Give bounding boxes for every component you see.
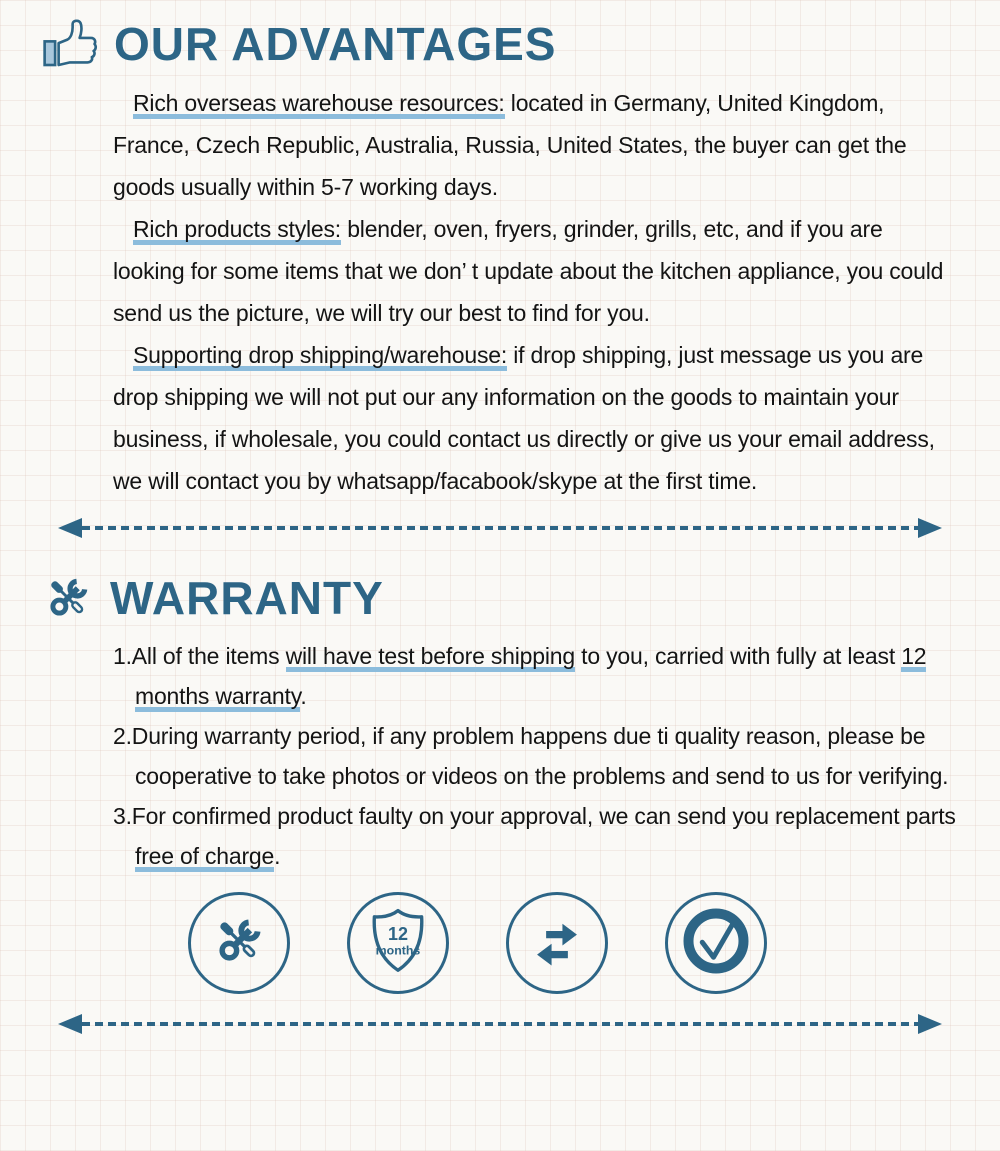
warranty-list (113, 636, 969, 876)
underlined-segment: free of charge (135, 843, 274, 872)
underlined-segment: will have test before shipping (286, 643, 575, 672)
shield-12-months-icon (362, 905, 434, 982)
shield-12-months-badge (347, 892, 449, 994)
paragraph-lead: Rich overseas warehouse resources: (133, 90, 505, 119)
divider-arrow-line-bottom (58, 1014, 942, 1034)
warranty-title: WARRANTY (110, 571, 384, 624)
tools-icon (210, 912, 268, 975)
text-segment: to you, carried with fully at least (574, 643, 902, 669)
arrow-right-icon (918, 1014, 942, 1034)
paragraph-text: if drop shipping, just message us you are drop shipping we will not put our any information on the goods to maintain your business, if wholesale, you could contact us directly or give us your email address, we will contact you by whatsapp/facabook/skype at the first time. (113, 342, 935, 494)
advantages-title: OUR ADVANTAGES (114, 17, 557, 70)
dashed-line (82, 1022, 918, 1026)
tools-icon (42, 572, 94, 624)
advantages-paragraph-1 (113, 82, 945, 208)
shield-number: 12 (387, 923, 409, 944)
arrow-right-icon (918, 518, 942, 538)
advantages-paragraphs (113, 82, 945, 502)
dashed-line (82, 526, 918, 530)
paragraph-text: located in Germany, United Kingdom, France, Czech Republic, Australia, Russia, United States, the buyer can get the goods usually within 5-7 working days. (113, 90, 907, 200)
text-segment: 3.For confirmed product faulty on your approval, we can send you replacement parts (113, 803, 956, 829)
text-segment: 2.During warranty period, if any problem happens due ti quality reason, please be cooperative to take photos or videos on the problems and send to us for verifying. (113, 723, 949, 789)
warranty-item-1 (113, 636, 969, 716)
paragraph-text: blender, oven, fryers, grinder, grills, etc, and if you are looking for some items that we don’ t update about the kitchen appliance, you could send us the picture, we will try our best to find for you. (113, 216, 944, 326)
check-badge (665, 892, 767, 994)
text-segment: 1.All of the items (113, 643, 286, 669)
advantages-header (42, 16, 1000, 72)
text-segment: . (300, 683, 307, 709)
check-circle-icon (676, 901, 756, 986)
thumbs-up-icon (42, 16, 98, 72)
arrow-left-icon (58, 1014, 82, 1034)
divider-arrow-line-top (58, 518, 942, 538)
warranty-badges-row (188, 892, 1000, 994)
text-segment: . (274, 843, 281, 869)
underlined-segment: 12 months warranty (135, 643, 926, 712)
exchange-badge (506, 892, 608, 994)
advantages-paragraph-3 (113, 334, 945, 502)
arrow-left-icon (58, 518, 82, 538)
warranty-item-3 (113, 796, 969, 876)
exchange-arrows-icon (528, 912, 586, 975)
warranty-header (42, 572, 1000, 624)
advantages-paragraph-2 (113, 208, 945, 334)
tools-badge (188, 892, 290, 994)
paragraph-lead: Supporting drop shipping/warehouse: (133, 342, 507, 371)
shield-unit: months (375, 943, 421, 957)
paragraph-lead: Rich products styles: (133, 216, 341, 245)
warranty-item-2 (113, 716, 969, 796)
